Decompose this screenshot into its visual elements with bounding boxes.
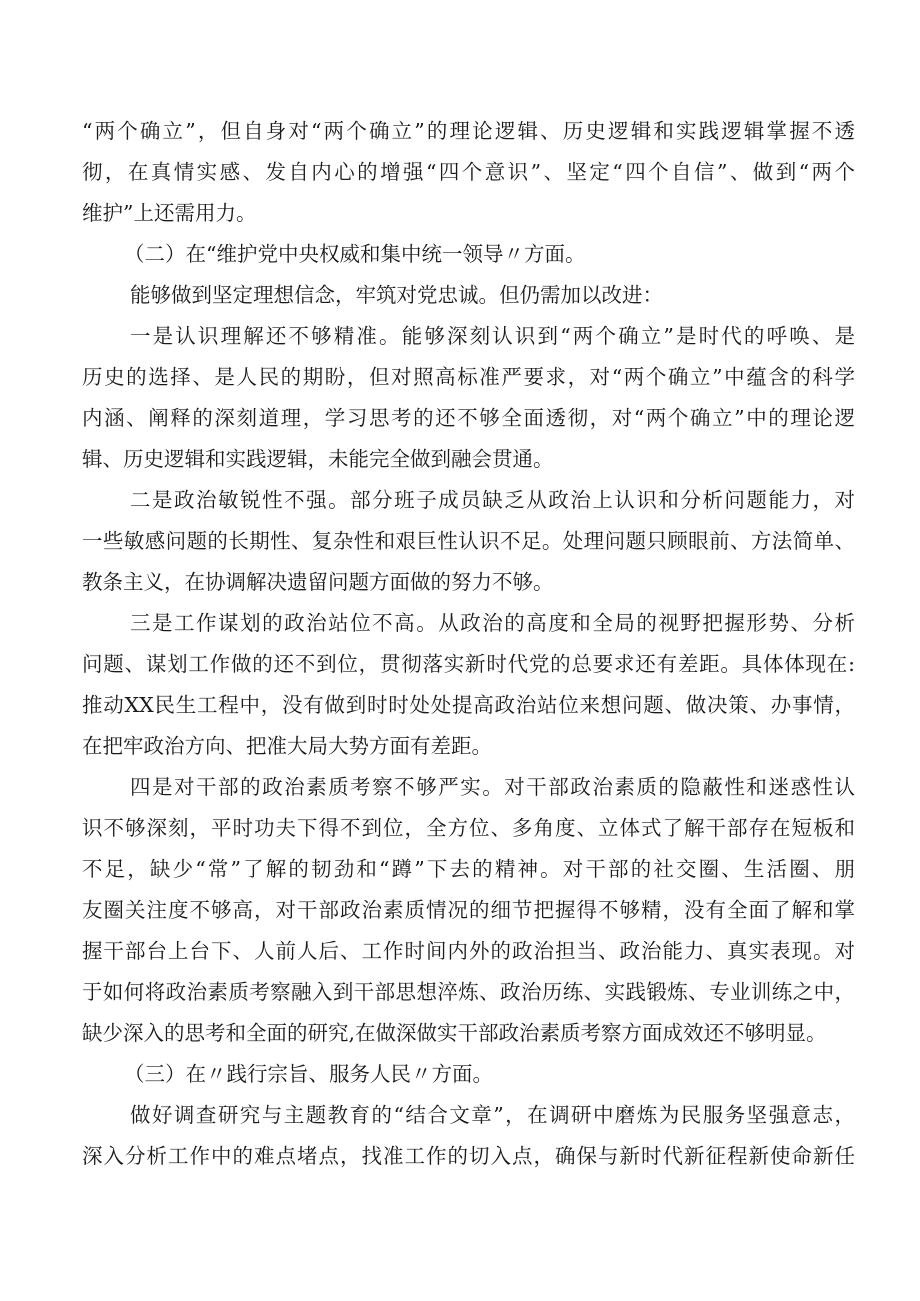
body-text-line: 深入分析工作中的难点堵点，找准工作的切入点，确保与新时代新征程新使命新任 xyxy=(82,1144,855,1168)
body-text-line: 握干部台上台下、人前人后、工作时间内外的政治担当、政治能力、真实表现。对 xyxy=(82,939,855,963)
body-text-line: 做好调查研究与主题教育的“结合文章”，在调研中磨炼为民服务坚强意志， xyxy=(130,1103,855,1127)
section-heading-2: （二）在“维护党中央权威和集中统一领导〃方面。 xyxy=(124,242,586,266)
body-text-line: 二是政治敏锐性不强。部分班子成员缺乏从政治上认识和分析问题能力，对 xyxy=(130,488,855,512)
body-text-line: 三是工作谋划的政治站位不高。从政治的高度和全局的视野把握形势、分析 xyxy=(130,611,855,635)
body-text-line: 识不够深刻，平时功夫下得不到位，全方位、多角度、立体式了解干部存在短板和 xyxy=(82,816,855,840)
body-text-line: 一是认识理解还不够精准。能够深刻认识到“两个确立”是时代的呼唤、是 xyxy=(130,324,855,348)
body-text-line: 在把牢政治方向、把准大局大势方面有差距。 xyxy=(82,734,492,758)
body-text-line: 四是对干部的政治素质考察不够严实。对干部政治素质的隐蔽性和迷惑性认 xyxy=(130,775,855,799)
body-text-line: 辑、历史逻辑和实践逻辑，未能完全做到融会贯通。 xyxy=(82,447,554,471)
body-text-line: 于如何将政治素质考察融入到干部思想淬炼、政治历练、实践锻炼、专业训练之中， xyxy=(82,980,855,1004)
body-text-line: 维护”上还需用力。 xyxy=(82,201,257,225)
body-text-line: “两个确立”，但自身对“两个确立”的理论逻辑、历史逻辑和实践逻辑掌握不透 xyxy=(82,119,855,143)
body-text-line: 一些敏感问题的长期性、复杂性和艰巨性认识不足。处理问题只顾眼前、方法简单、 xyxy=(82,529,855,553)
body-text-line: 推动XX民生工程中，没有做到时时处处提高政治站位来想问题、做决策、办事情， xyxy=(82,693,855,717)
body-text-line: 缺少深入的思考和全面的研究,在做深做实干部政治素质考察方面成效还不够明显。 xyxy=(82,1021,827,1045)
body-text-line: 不足，缺少“常”了解的韧劲和“蹲”下去的精神。对干部的社交圈、生活圈、朋 xyxy=(82,857,855,881)
body-text-line: 彻，在真情实感、发自内心的增强“四个意识”、坚定“四个自信”、做到“两个 xyxy=(82,160,855,184)
body-text-line: 问题、谋划工作做的还不到位，贯彻落实新时代党的总要求还有差距。具体体现在: xyxy=(82,652,855,676)
body-text-line: 友圈关注度不够高，对干部政治素质情况的细节把握得不够精，没有全面了解和掌 xyxy=(82,898,855,922)
body-text-line: 能够做到坚定理想信念，牢筑对党忠诚。但仍需加以改进： xyxy=(130,283,663,307)
section-heading-3: （三）在〃践行宗旨、服务人民〃方面。 xyxy=(124,1062,493,1086)
body-text-line: 教条主义，在协调解决遗留问题方面做的努力不够。 xyxy=(82,570,554,594)
body-text-line: 历史的选择、是人民的期盼，但对照高标准严要求，对“两个确立”中蕴含的科学 xyxy=(82,365,855,389)
body-text-line: 内涵、阐释的深刻道理，学习思考的还不够全面透彻，对“两个确立”中的理论逻 xyxy=(82,406,855,430)
